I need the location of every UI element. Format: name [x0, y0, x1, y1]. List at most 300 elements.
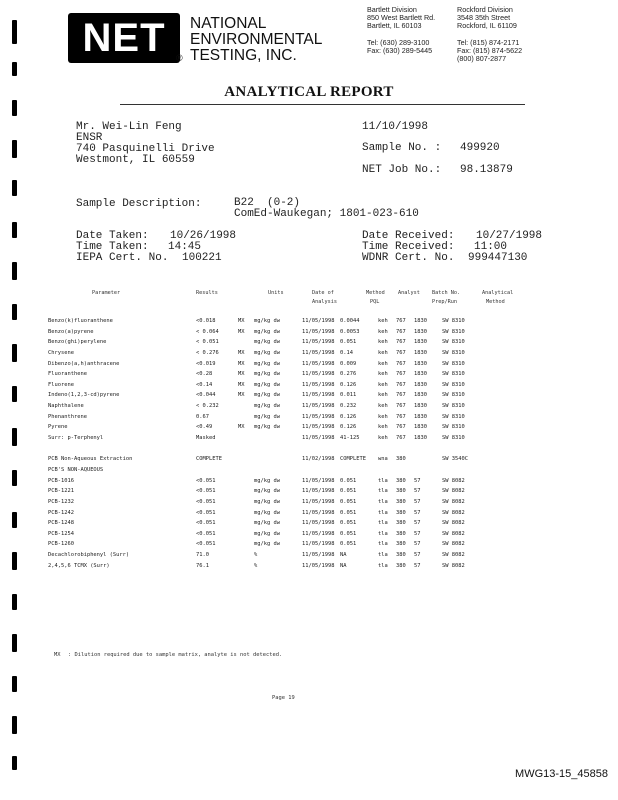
- header-analytical-line2: Method: [486, 299, 505, 305]
- row-analyst: tla: [378, 509, 388, 516]
- row-analytical-method: SW 8082: [442, 498, 465, 505]
- row-method-pql: 0.0053: [340, 328, 360, 335]
- report-date: 11/10/1998: [362, 121, 429, 133]
- row-analytical-method: SW 8082: [442, 530, 465, 537]
- row-parameter: PCB'S NON-AQUEOUS: [48, 466, 104, 473]
- row-qualifier: MX: [238, 371, 245, 378]
- header-method-line1: Method: [366, 290, 385, 296]
- row-batch-run: 57: [414, 530, 421, 537]
- row-parameter: Naphthalene: [48, 403, 84, 410]
- header-batch-line2: Prep/Run: [432, 299, 457, 305]
- row-analytical-method: [442, 467, 472, 478]
- row-batch-prep: 380: [396, 520, 406, 527]
- row-qualifier: [238, 541, 254, 552]
- row-units: mg/kg dw: [254, 498, 280, 505]
- row-analyst: keh: [378, 328, 388, 335]
- row-result: 0.67: [196, 413, 209, 420]
- table-row: [48, 499, 472, 510]
- row-result: <0.019: [196, 360, 216, 367]
- row-batch-run: 1830: [414, 381, 427, 388]
- row-analyst: keh: [378, 371, 388, 378]
- row-method-pql: 0.009: [340, 360, 357, 367]
- row-parameter: Phenanthrene: [48, 413, 87, 420]
- row-qualifier: [238, 531, 254, 542]
- row-analytical-method: SW 8310: [442, 424, 465, 431]
- results-table: [48, 318, 472, 573]
- row-qualifier: [238, 510, 254, 521]
- time-received-value: 11:00: [474, 241, 508, 253]
- date-taken-value: 10/26/1998: [170, 230, 237, 242]
- binder-mark: [12, 180, 17, 196]
- row-units: mg/kg dw: [254, 530, 280, 537]
- header-analyst: Analyst: [398, 290, 420, 296]
- row-analyst: [378, 467, 396, 478]
- binder-mark: [12, 428, 17, 446]
- row-method-pql: [340, 467, 378, 478]
- row-parameter: Decachlorobiphenyl (Surr): [48, 552, 130, 559]
- row-analysis-date: 11/05/1998: [302, 509, 335, 516]
- row-parameter: PCB-1232: [48, 498, 74, 505]
- footnote-code: MX: [54, 652, 61, 658]
- row-analytical-method: SW 8082: [442, 509, 465, 516]
- row-analyst: keh: [378, 392, 388, 399]
- row-result: < 0.232: [196, 403, 219, 410]
- table-row: [48, 456, 472, 467]
- date-received-value: 10/27/1998: [476, 230, 543, 242]
- row-batch-run: 1830: [414, 318, 427, 324]
- row-analytical-method: SW 8082: [442, 541, 465, 548]
- registered-mark: ®: [176, 53, 183, 63]
- row-method-pql: NA: [340, 552, 347, 559]
- binder-mark: [12, 304, 17, 320]
- binder-mark: [12, 594, 17, 610]
- row-method-pql: 0.126: [340, 381, 357, 388]
- row-analytical-method: SW 8310: [442, 403, 465, 410]
- logo-text: NET: [82, 16, 166, 60]
- row-units: mg/kg dw: [254, 381, 280, 388]
- row-units: mg/kg dw: [254, 403, 280, 410]
- row-analysis-date: 11/05/1998: [302, 339, 335, 346]
- row-batch-prep: 767: [396, 392, 406, 399]
- row-parameter: Pyrene: [48, 424, 68, 431]
- row-method-pql: NA: [340, 562, 347, 569]
- row-result: <0.051: [196, 477, 216, 484]
- row-batch-prep: 767: [396, 413, 406, 420]
- row-analyst: tla: [378, 488, 388, 495]
- row-batch-prep: 380: [396, 456, 406, 463]
- row-analysis-date: 11/05/1998: [302, 530, 335, 537]
- row-units: mg/kg dw: [254, 541, 280, 548]
- table-row: [48, 371, 472, 382]
- sample-description-line2: ComEd-Waukegan; 1801-023-610: [234, 208, 419, 220]
- company-name-line2: ENVIRONMENTAL: [190, 31, 323, 48]
- table-row: [48, 318, 472, 329]
- sample-description-label: Sample Description:: [76, 198, 202, 210]
- table-row: [48, 467, 472, 478]
- row-batch-run: 1830: [414, 328, 427, 335]
- row-analytical-method: SW 8310: [442, 392, 465, 399]
- date-taken-label: Date Taken:: [76, 230, 149, 242]
- row-qualifier: [238, 488, 254, 499]
- row-method-pql: 0.14: [340, 349, 353, 356]
- row-result: < 0.276: [196, 349, 219, 356]
- row-method-pql: 0.051: [340, 498, 357, 505]
- row-analysis-date: 11/05/1998: [302, 424, 335, 431]
- row-analyst: [378, 446, 396, 457]
- row-batch-run: [414, 467, 442, 478]
- row-analysis-date: 11/05/1998: [302, 328, 335, 335]
- row-analytical-method: SW 8310: [442, 318, 465, 324]
- table-row: [48, 478, 472, 489]
- row-batch-prep: 380: [396, 541, 406, 548]
- binder-mark: [12, 512, 17, 528]
- row-analyst: tla: [378, 552, 388, 559]
- table-row: [48, 510, 472, 521]
- row-units: mg/kg dw: [254, 509, 280, 516]
- row-analyst: tla: [378, 498, 388, 505]
- row-units: mg/kg dw: [254, 424, 280, 431]
- row-result: < 0.064: [196, 328, 219, 335]
- time-taken-label: Time Taken:: [76, 241, 149, 253]
- table-row: [48, 552, 472, 563]
- row-qualifier: [238, 456, 254, 467]
- sample-no-value: 499920: [460, 142, 500, 154]
- row-qualifier: [238, 414, 254, 425]
- header-results: Results: [196, 290, 218, 296]
- row-parameter: PCB-1254: [48, 530, 74, 537]
- row-units: [254, 446, 302, 457]
- row-analysis-date: 11/05/1998: [302, 562, 335, 569]
- row-batch-prep: 380: [396, 509, 406, 516]
- row-analysis-date: 11/05/1998: [302, 498, 335, 505]
- row-parameter: Fluorene: [48, 381, 74, 388]
- row-analysis-date: 11/05/1998: [302, 541, 335, 548]
- row-analyst: keh: [378, 403, 388, 410]
- row-batch-run: 1830: [414, 435, 427, 442]
- row-batch-prep: [396, 467, 414, 478]
- row-batch-run: 57: [414, 552, 421, 559]
- recipient-name: Mr. Wei-Lin Feng: [76, 121, 182, 133]
- row-analysis-date: 11/05/1998: [302, 360, 335, 367]
- row-qualifier: [238, 435, 254, 446]
- row-qualifier: [238, 563, 254, 574]
- row-analyst: tla: [378, 530, 388, 537]
- table-row: [48, 541, 472, 552]
- company-name-line1: NATIONAL: [190, 15, 267, 32]
- row-parameter: Indeno(1,2,3-cd)pyrene: [48, 392, 120, 399]
- row-analysis-date: 11/05/1998: [302, 371, 335, 378]
- row-analyst: keh: [378, 424, 388, 431]
- table-row: [48, 361, 472, 372]
- row-result: <0.14: [196, 381, 213, 388]
- table-row: [48, 435, 472, 446]
- row-units: %: [254, 552, 258, 559]
- row-batch-run: 57: [414, 488, 421, 495]
- row-result: [196, 467, 238, 478]
- header-date-line2: Analysis: [312, 299, 337, 305]
- row-result: <0.051: [196, 520, 216, 527]
- row-analyst: keh: [378, 413, 388, 420]
- row-parameter: Surr: p-Terphenyl: [48, 435, 104, 442]
- row-analysis-date: 11/05/1998: [302, 520, 335, 527]
- row-batch-prep: [396, 446, 414, 457]
- row-batch-prep: 380: [396, 477, 406, 484]
- row-parameter: PCB Non-Aqueous Extraction: [48, 456, 133, 463]
- row-parameter: PCB-1260: [48, 541, 74, 548]
- row-parameter: PCB-1248: [48, 520, 74, 527]
- row-method-pql: 0.276: [340, 371, 357, 378]
- row-parameter: Benzo(k)fluoranthene: [48, 318, 113, 324]
- row-analytical-method: SW 8310: [442, 360, 465, 367]
- row-qualifier: MX: [238, 381, 245, 388]
- row-method-pql: 0.051: [340, 541, 357, 548]
- row-method-pql: 0.126: [340, 413, 357, 420]
- row-analyst: keh: [378, 360, 388, 367]
- time-taken-value: 14:45: [168, 241, 202, 253]
- row-batch-run: 57: [414, 477, 421, 484]
- row-analyst: tla: [378, 541, 388, 548]
- row-qualifier: MX: [238, 424, 245, 431]
- row-batch-prep: 767: [396, 360, 406, 367]
- binder-mark: [12, 140, 17, 158]
- table-row: [48, 488, 472, 499]
- table-row: [48, 392, 472, 403]
- row-parameter: PCB-1016: [48, 477, 74, 484]
- row-result: <0.49: [196, 424, 213, 431]
- row-analysis-date: 11/05/1998: [302, 488, 335, 495]
- row-analytical-method: SW 8082: [442, 488, 465, 495]
- recipient-city: Westmont, IL 60559: [76, 154, 195, 166]
- row-result: <0.044: [196, 392, 216, 399]
- row-qualifier: MX: [238, 392, 245, 399]
- row-analytical-method: SW 8310: [442, 349, 465, 356]
- row-analysis-date: 11/05/1998: [302, 318, 335, 324]
- report-title: ANALYTICAL REPORT: [224, 84, 394, 100]
- row-method-pql: 0.051: [340, 488, 357, 495]
- row-units: [254, 467, 302, 478]
- row-parameter: Fluoranthene: [48, 371, 87, 378]
- row-result: < 0.051: [196, 339, 219, 346]
- row-analytical-method: SW 8310: [442, 381, 465, 388]
- iepa-cert-label: IEPA Cert. No.: [76, 252, 169, 264]
- wdnr-cert-value: 999447130: [468, 252, 528, 264]
- header-batch-line1: Batch No.: [432, 290, 461, 296]
- row-method-pql: 0.0044: [340, 318, 360, 324]
- row-method-pql: [340, 446, 378, 457]
- row-analysis-date: [302, 446, 340, 457]
- header-parameter: Parameter: [92, 290, 121, 296]
- binder-mark: [12, 676, 17, 692]
- row-analyst: tla: [378, 477, 388, 484]
- binder-mark: [12, 62, 17, 76]
- row-parameter: 2,4,5,6 TCMX (Surr): [48, 562, 110, 569]
- row-batch-run: 1830: [414, 349, 427, 356]
- row-batch-prep: 767: [396, 349, 406, 356]
- row-analysis-date: 11/05/1998: [302, 403, 335, 410]
- row-result: [196, 446, 238, 457]
- recipient-street: 740 Pasquinelli Drive: [76, 143, 215, 155]
- row-analysis-date: 11/05/1998: [302, 392, 335, 399]
- row-qualifier: MX: [238, 318, 245, 324]
- row-batch-prep: 767: [396, 371, 406, 378]
- table-row: [48, 350, 472, 361]
- row-batch-prep: 380: [396, 562, 406, 569]
- row-qualifier: [238, 478, 254, 489]
- binder-mark: [12, 20, 17, 44]
- row-batch-run: 1830: [414, 339, 427, 346]
- row-qualifier: MX: [238, 328, 245, 335]
- table-row: [48, 414, 472, 425]
- row-batch-run: 57: [414, 562, 421, 569]
- sample-no-label: Sample No. :: [362, 142, 442, 154]
- row-parameter: Benzo(a)pyrene: [48, 328, 94, 335]
- binder-mark: [12, 386, 17, 402]
- row-method-pql: 0.126: [340, 424, 357, 431]
- row-result: <0.051: [196, 498, 216, 505]
- date-received-label: Date Received:: [362, 230, 455, 242]
- row-analysis-date: 11/05/1998: [302, 477, 335, 484]
- row-qualifier: [238, 403, 254, 414]
- row-batch-prep: 767: [396, 328, 406, 335]
- row-qualifier: MX: [238, 360, 245, 367]
- row-batch-run: 1830: [414, 403, 427, 410]
- company-name-line3: TESTING, INC.: [190, 47, 297, 64]
- table-row: [48, 563, 472, 574]
- row-analyst: tla: [378, 562, 388, 569]
- row-analytical-method: SW 8310: [442, 339, 465, 346]
- header-analytical-line1: Analytical: [482, 290, 514, 296]
- row-batch-run: 1830: [414, 392, 427, 399]
- row-method-pql: 0.051: [340, 520, 357, 527]
- row-parameter: Benzo(ghi)perylene: [48, 339, 107, 346]
- row-qualifier: [238, 499, 254, 510]
- time-received-label: Time Received:: [362, 241, 455, 253]
- binder-mark: [12, 344, 17, 362]
- page-label: Page 19: [272, 695, 295, 701]
- row-units: mg/kg dw: [254, 318, 280, 324]
- row-analyst: tla: [378, 520, 388, 527]
- binder-mark: [12, 222, 17, 238]
- job-no-label: NET Job No.:: [362, 164, 442, 176]
- row-result: COMPLETE: [196, 456, 222, 463]
- binder-mark: [12, 100, 17, 116]
- row-batch-prep: 767: [396, 381, 406, 388]
- row-method-pql: 0.051: [340, 477, 357, 484]
- row-result: <0.018: [196, 318, 216, 324]
- binder-mark: [12, 634, 17, 652]
- row-units: mg/kg dw: [254, 413, 280, 420]
- row-units: mg/kg dw: [254, 360, 280, 367]
- title-rule: [120, 104, 525, 105]
- row-batch-run: [414, 446, 442, 457]
- row-units: mg/kg dw: [254, 520, 280, 527]
- bates-number: MWG13-15_45858: [515, 768, 608, 780]
- row-analysis-date: 11/05/1998: [302, 349, 335, 356]
- row-analytical-method: SW 8082: [442, 520, 465, 527]
- row-result: <0.051: [196, 541, 216, 548]
- row-batch-run: 1830: [414, 371, 427, 378]
- row-batch-prep: 380: [396, 488, 406, 495]
- row-result: <0.051: [196, 509, 216, 516]
- table-row: [48, 329, 472, 340]
- iepa-cert-value: 100221: [182, 252, 222, 264]
- row-result: <0.051: [196, 488, 216, 495]
- row-analytical-method: SW 8082: [442, 477, 465, 484]
- row-analysis-date: [302, 467, 340, 478]
- header-units: Units: [268, 290, 284, 296]
- row-qualifier: [238, 467, 254, 478]
- recipient-company: ENSR: [76, 132, 103, 144]
- row-units: mg/kg dw: [254, 328, 280, 335]
- row-analytical-method: SW 8310: [442, 435, 465, 442]
- row-result: 71.0: [196, 552, 209, 559]
- row-batch-prep: 767: [396, 435, 406, 442]
- header-date-line1: Date of: [312, 290, 334, 296]
- table-row: [48, 339, 472, 350]
- row-parameter: Chrysene: [48, 349, 74, 356]
- row-parameter: PCB-1221: [48, 488, 74, 495]
- row-analyst: keh: [378, 349, 388, 356]
- row-method-pql: 0.051: [340, 509, 357, 516]
- row-analytical-method: SW 8082: [442, 552, 465, 559]
- bartlett-division-address: Bartlett Division 850 West Bartlett Rd. Bartlett, IL 60103 Tel: (630) 289-3100 Fax: (630) 289-5445: [367, 5, 436, 55]
- row-units: %: [254, 562, 258, 569]
- row-units: mg/kg dw: [254, 349, 280, 356]
- footnote-text: : Dilution required due to sample matrix, analyte is not detected.: [68, 652, 283, 658]
- row-qualifier: [238, 552, 254, 563]
- binder-mark: [12, 470, 17, 486]
- row-units: mg/kg dw: [254, 477, 280, 484]
- row-qualifier: [238, 339, 254, 350]
- table-row: [48, 403, 472, 414]
- binder-mark: [12, 262, 17, 280]
- table-row: [48, 424, 472, 435]
- row-batch-run: 57: [414, 520, 421, 527]
- row-analyst: keh: [378, 381, 388, 388]
- row-method-pql: 0.011: [340, 392, 357, 399]
- row-parameter: [48, 446, 196, 457]
- row-analysis-date: 11/05/1998: [302, 381, 335, 388]
- binder-mark: [12, 552, 17, 570]
- row-analytical-method: SW 8310: [442, 413, 465, 420]
- row-units: [254, 435, 302, 446]
- row-qualifier: [238, 520, 254, 531]
- row-method-pql: 41-125: [340, 435, 360, 442]
- row-analytical-method: SW 8310: [442, 328, 465, 335]
- row-batch-prep: 767: [396, 339, 406, 346]
- binder-mark: [12, 716, 17, 734]
- table-row: [48, 531, 472, 542]
- row-qualifier: MX: [238, 349, 245, 356]
- row-method-pql: 0.232: [340, 403, 357, 410]
- row-units: mg/kg dw: [254, 371, 280, 378]
- row-result: <0.051: [196, 530, 216, 537]
- row-method-pql: COMPLETE: [340, 456, 366, 463]
- row-parameter: PCB-1242: [48, 509, 74, 516]
- row-units: mg/kg dw: [254, 339, 280, 346]
- row-parameter: Dibenzo(a,h)anthracene: [48, 360, 120, 367]
- row-analytical-method: [442, 446, 472, 457]
- row-analyst: keh: [378, 318, 388, 324]
- row-batch-prep: 767: [396, 403, 406, 410]
- table-row: [48, 446, 472, 457]
- row-analysis-date: 11/05/1998: [302, 413, 335, 420]
- row-batch-run: 57: [414, 509, 421, 516]
- sample-description-line1: B22 (0-2): [234, 197, 301, 209]
- row-analyst: keh: [378, 339, 388, 346]
- row-result: Masked: [196, 435, 216, 442]
- row-batch-prep: 380: [396, 552, 406, 559]
